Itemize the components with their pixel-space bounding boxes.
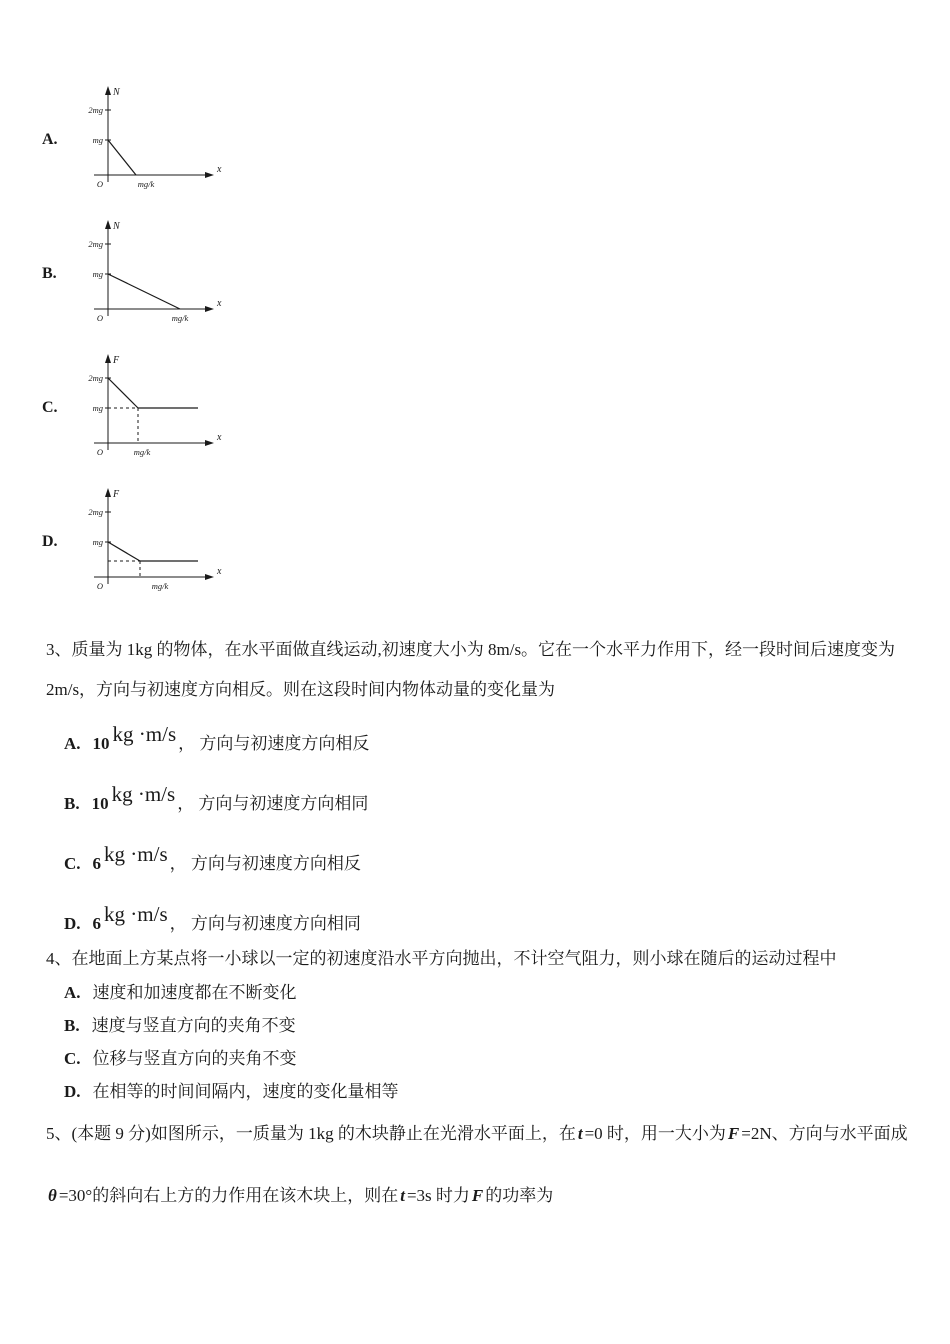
y-axis-label: N (113, 87, 120, 98)
option-suffix: ， 方向与初速度方向相同 (169, 914, 361, 933)
option-d-graph (78, 482, 238, 602)
x-axis-label: x (217, 566, 222, 577)
option-label: C. (64, 1049, 81, 1068)
tick-mg-over-k: mg/k (171, 313, 189, 323)
x-axis-arrow (205, 440, 214, 446)
option-label: C. (64, 854, 81, 873)
option-c-label: C. (42, 399, 58, 416)
option-unit: kg ·m/s (104, 902, 168, 926)
option-text: 在相等的时间间隔内，速度的变化量相等 (92, 1082, 399, 1101)
question-4 (46, 942, 908, 1108)
option-label: B. (64, 794, 80, 813)
option-a-label: A. (42, 131, 58, 148)
option-label: A. (64, 734, 81, 753)
option-value: 6 (92, 854, 102, 873)
variable-F: F (471, 1186, 484, 1205)
option-b-label: B. (42, 265, 57, 282)
option-b-row (42, 214, 238, 334)
option-unit: kg ·m/s (104, 842, 168, 866)
y-axis-arrow (105, 354, 111, 363)
tick-mg: mg (92, 269, 103, 279)
x-axis-label: x (217, 432, 222, 443)
x-axis-arrow (205, 574, 214, 580)
text-run: =3s 时力 (406, 1186, 470, 1205)
x-axis-label: x (217, 164, 222, 175)
option-value: 6 (92, 914, 102, 933)
question-3-option-b (64, 770, 908, 830)
question-3-stem-line1: 3、质量为 1kg 的物体，在水平面做直线运动,初速度大小为 8m/s。它在一个水平力作用下，经一段时间后速度变为 (46, 640, 896, 659)
question-4-option-b (64, 1009, 908, 1042)
variable-t: t (577, 1124, 583, 1143)
y-axis-label: N (113, 221, 120, 232)
variable-F: F (727, 1124, 740, 1143)
tick-2mg: 2mg (88, 373, 103, 383)
option-label: D. (64, 1082, 81, 1101)
option-suffix: ， 方向与初速度方向相同 (177, 794, 369, 813)
variable-t: t (400, 1186, 405, 1205)
curve (108, 378, 138, 408)
x-axis-label: x (217, 298, 222, 309)
option-value: 10 (92, 734, 110, 753)
option-text: 位移与竖直方向的夹角不变 (92, 1049, 297, 1068)
y-axis-label: F (113, 355, 120, 366)
option-d-label: D. (42, 533, 58, 550)
option-label: A. (64, 983, 81, 1002)
question-4-option-a (64, 976, 908, 1009)
tick-mg: mg (92, 537, 103, 547)
text-run: =0 时，用一大小为 (584, 1124, 726, 1143)
graph-options-group (42, 80, 238, 616)
question-3-stem-line2: 2m/s，方向与初速度方向相反。则在这段时间内物体动量的变化量为 (46, 680, 556, 699)
y-axis-arrow (105, 86, 111, 95)
option-unit: kg ·m/s (112, 722, 177, 746)
option-suffix: ， 方向与初速度方向相反 (169, 854, 361, 873)
text-run: =2N、方向与水平面成 (741, 1124, 908, 1143)
option-text: 速度和加速度都在不断变化 (92, 983, 297, 1002)
question-3 (46, 630, 908, 950)
x-axis-arrow (205, 172, 214, 178)
y-axis-label: F (113, 489, 120, 500)
tick-2mg: 2mg (88, 105, 103, 115)
x-axis-arrow (205, 306, 214, 312)
option-label: B. (64, 1016, 80, 1035)
question-4-stem: 4、在地面上方某点将一小球以一定的初速度沿水平方向抛出，不计空气阻力，则小球在随后的运动过程中 (46, 949, 837, 968)
tick-2mg: 2mg (88, 239, 103, 249)
option-c-graph (78, 348, 238, 468)
origin-label: O (96, 581, 103, 591)
curve (108, 274, 180, 309)
option-c-row (42, 348, 238, 468)
question-3-option-a (64, 710, 908, 770)
option-d-row (42, 482, 238, 602)
option-suffix: ， 方向与初速度方向相反 (178, 734, 370, 753)
origin-label: O (96, 447, 103, 457)
curve (108, 140, 136, 175)
tick-2mg: 2mg (88, 507, 103, 517)
option-value: 10 (91, 794, 109, 813)
y-axis-arrow (105, 220, 111, 229)
question-5-stem-line1 (46, 1103, 908, 1165)
origin-label: O (96, 179, 103, 189)
option-unit: kg ·m/s (111, 782, 176, 806)
curve (108, 542, 140, 561)
option-b-graph (78, 214, 238, 334)
option-a-row (42, 80, 238, 200)
question-3-option-c (64, 830, 908, 890)
y-axis-arrow (105, 488, 111, 497)
option-label: D. (64, 914, 81, 933)
question-4-option-c (64, 1042, 908, 1075)
text-run: 5、(本题 9 分)如图所示，一质量为 1kg 的木块静止在光滑水平面上，在 (46, 1124, 576, 1143)
tick-mg-over-k: mg/k (151, 581, 169, 591)
question-5 (46, 1103, 908, 1227)
tick-mg: mg (92, 135, 103, 145)
origin-label: O (96, 313, 103, 323)
text-run: =30°的斜向右上方的力作用在该木块上，则在 (58, 1186, 399, 1205)
tick-mg-over-k: mg/k (133, 447, 151, 457)
option-text: 速度与竖直方向的夹角不变 (91, 1016, 296, 1035)
option-a-graph (78, 80, 238, 200)
variable-theta: θ (48, 1186, 57, 1205)
tick-mg-over-k: mg/k (137, 179, 155, 189)
question-5-stem-line2 (46, 1165, 908, 1227)
tick-mg: mg (92, 403, 103, 413)
question-3-option-d (64, 890, 908, 950)
text-run: 的功率为 (485, 1186, 554, 1205)
